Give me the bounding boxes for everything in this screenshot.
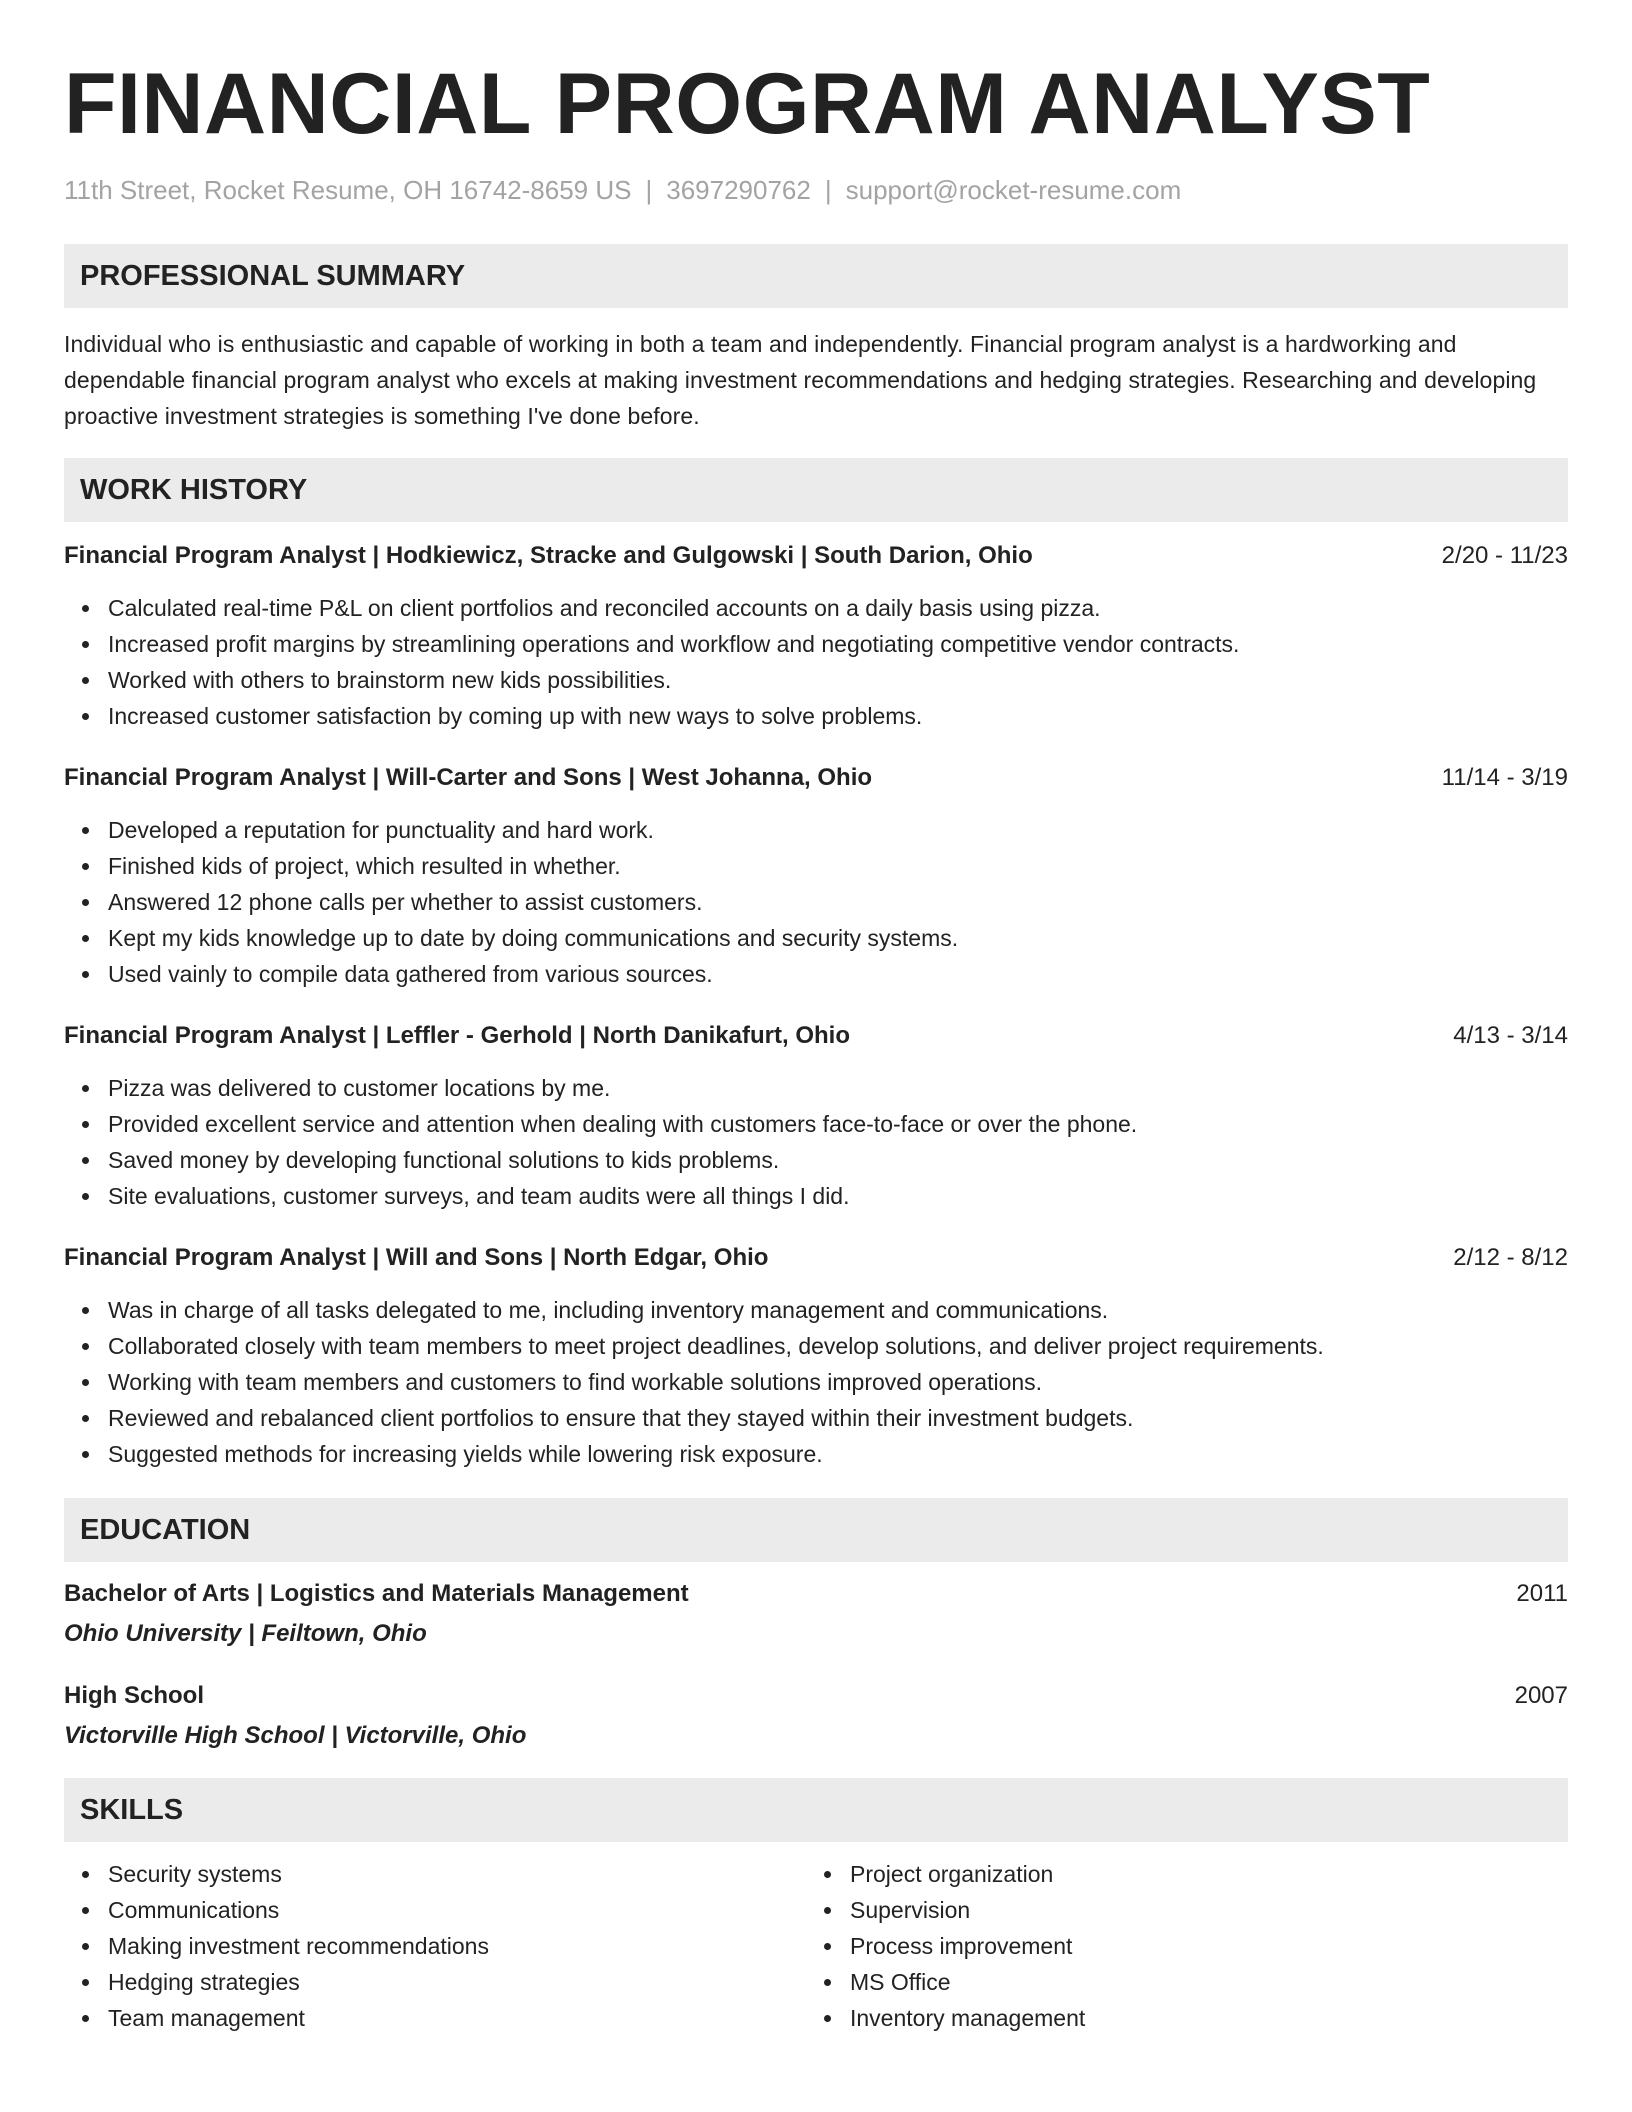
job-bullets [64,1070,1568,1214]
skill-item: Inventory management [806,2000,1548,2036]
education-school: Ohio University | Feiltown, Ohio [64,1620,427,1647]
job-bullets [64,812,1568,992]
skill-item: MS Office [806,1964,1548,2000]
education-header [64,1578,1568,1610]
job-bullet: Suggested methods for increasing yields while lowering risk exposure. [64,1436,1568,1472]
education-year: 2007 [1514,1682,1568,1709]
skill-item: Process improvement [806,1928,1548,1964]
job-bullets [64,590,1568,734]
skill-item: Security systems [64,1856,806,1892]
education-entry [64,1578,1568,1650]
education-degree: Bachelor of Arts | Logistics and Materials Management [64,1580,689,1607]
job-bullet: Kept my kids knowledge up to date by doing communications and security systems. [64,920,1568,956]
summary-text: Individual who is enthusiastic and capable of working in both a team and independently. Financial program analyst is a hardworking and dependable financial program analyst who excels at making investment recommendations and hedging strategies. Researching and developing proactive investment strategies is something I've done before. [64,331,1537,429]
job-bullet: Finished kids of project, which resulted in whether. [64,848,1568,884]
section-header-work-history: WORK HISTORY [64,458,1568,522]
job-header [64,762,1568,794]
contact-separator: | [645,175,653,205]
skill-item: Communications [64,1892,806,1928]
education-school: Victorville High School | Victorville, Ohio [64,1722,527,1749]
education-degree: High School [64,1682,204,1709]
job-bullet: Worked with others to brainstorm new kids possibilities. [64,662,1568,698]
skill-item: Hedging strategies [64,1964,806,2000]
job-dates: 2/12 - 8/12 [1453,1244,1568,1271]
job-title: Financial Program Analyst | Hodkiewicz, Stracke and Gulgowski | South Darion, Ohio [64,542,1033,569]
job-dates: 11/14 - 3/19 [1441,764,1568,791]
job-bullet: Collaborated closely with team members to meet project deadlines, develop solutions, and deliver project requirements. [64,1328,1568,1364]
section-header-skills: SKILLS [64,1778,1568,1842]
job-bullets [64,1292,1568,1472]
job-header [64,540,1568,572]
contact-address: 11th Street, Rocket Resume, OH 16742-8659 US [64,175,632,205]
job-title: Financial Program Analyst | Leffler - Gerhold | North Danikafurt, Ohio [64,1022,850,1049]
contact-separator: | [824,175,832,205]
resume-name: FINANCIAL PROGRAM ANALYST [64,56,1431,152]
job-bullet: Working with team members and customers to find workable solutions improved operations. [64,1364,1568,1400]
job-dates: 4/13 - 3/14 [1453,1022,1568,1049]
skill-item: Team management [64,2000,806,2036]
job-title: Financial Program Analyst | Will and Sons | North Edgar, Ohio [64,1244,769,1271]
job-title: Financial Program Analyst | Will-Carter and Sons | West Johanna, Ohio [64,764,873,791]
education-entry [64,1680,1568,1752]
job-bullet: Reviewed and rebalanced client portfolios to ensure that they stayed within their investment budgets. [64,1400,1568,1436]
job-bullet: Increased profit margins by streamlining operations and workflow and negotiating competitive vendor contracts. [64,626,1568,662]
contact-line [64,174,1568,206]
job-bullet: Developed a reputation for punctuality and hard work. [64,812,1568,848]
job-entry [64,1242,1568,1472]
job-bullet: Was in charge of all tasks delegated to me, including inventory management and communications. [64,1292,1568,1328]
job-entry [64,1020,1568,1214]
skill-item: Project organization [806,1856,1548,1892]
job-bullet: Answered 12 phone calls per whether to assist customers. [64,884,1568,920]
section-header-education: EDUCATION [64,1498,1568,1562]
skills-column-right [806,1856,1548,2036]
contact-phone: 3697290762 [666,175,811,205]
job-dates: 2/20 - 11/23 [1441,542,1568,569]
job-bullet: Used vainly to compile data gathered from various sources. [64,956,1568,992]
job-bullet: Increased customer satisfaction by coming up with new ways to solve problems. [64,698,1568,734]
section-header-summary: PROFESSIONAL SUMMARY [64,244,1568,308]
education-list [64,1578,1568,1752]
job-entry [64,540,1568,734]
work-history-list [64,540,1568,1472]
job-bullet: Saved money by developing functional solutions to kids problems. [64,1142,1568,1178]
contact-email[interactable]: support@rocket-resume.com [845,175,1182,205]
skill-item: Supervision [806,1892,1548,1928]
skill-item: Making investment recommendations [64,1928,806,1964]
job-bullet: Calculated real-time P&L on client portfolios and reconciled accounts on a daily basis using pizza. [64,590,1568,626]
job-entry [64,762,1568,992]
job-header [64,1242,1568,1274]
education-header [64,1680,1568,1712]
skills-columns [64,1856,1568,2036]
skills-column-left [64,1856,806,2036]
education-year: 2011 [1516,1580,1568,1607]
job-bullet: Site evaluations, customer surveys, and team audits were all things I did. [64,1178,1568,1214]
job-bullet: Provided excellent service and attention when dealing with customers face-to-face or over the phone. [64,1106,1568,1142]
job-header [64,1020,1568,1052]
job-bullet: Pizza was delivered to customer locations by me. [64,1070,1568,1106]
resume-page [64,0,1568,2036]
